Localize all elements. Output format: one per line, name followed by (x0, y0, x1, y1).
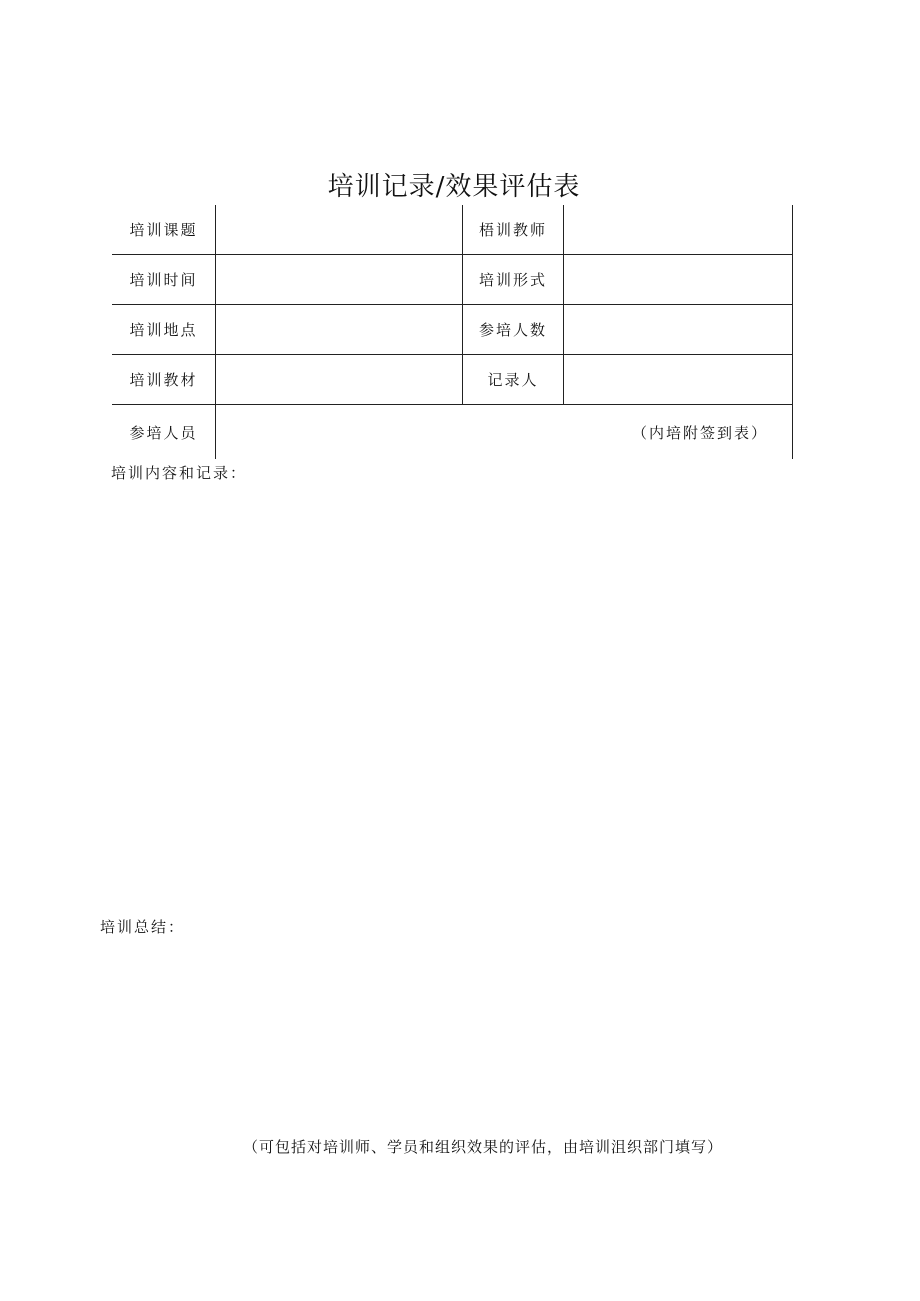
label-trainer: 梧训教师 (463, 205, 564, 255)
page-title: 培训记录/效果评估表 (327, 172, 581, 202)
label-training-location: 培训地点 (112, 305, 216, 355)
field-training-location[interactable] (216, 305, 463, 355)
field-participant-count[interactable] (564, 305, 793, 355)
field-participants[interactable]: （内培附签到表） (216, 405, 793, 460)
training-content-label: 培训内容和记录： (111, 464, 248, 482)
evaluation-footnote: （可包括对培训师、学员和组织效果的评估，由培训沮织部门填写） (243, 1138, 724, 1156)
training-info-table (112, 205, 793, 459)
field-recorder[interactable] (564, 355, 793, 405)
table-row (112, 305, 793, 355)
field-course-topic[interactable] (216, 205, 463, 255)
field-training-time[interactable] (216, 255, 463, 305)
label-training-format: 培训形式 (463, 255, 564, 305)
field-training-materials[interactable] (216, 355, 463, 405)
table-row (112, 355, 793, 405)
label-participants: 参培人员 (112, 405, 216, 460)
label-training-time: 培训时间 (112, 255, 216, 305)
table-row (112, 255, 793, 305)
label-recorder: 记录人 (463, 355, 564, 405)
training-summary-label: 培训总结： (100, 918, 186, 936)
label-participant-count: 参培人数 (463, 305, 564, 355)
label-course-topic: 培训课题 (112, 205, 216, 255)
label-training-materials: 培训教材 (112, 355, 216, 405)
table-row (112, 405, 793, 460)
field-trainer[interactable] (564, 205, 793, 255)
table-row (112, 205, 793, 255)
field-training-format[interactable] (564, 255, 793, 305)
